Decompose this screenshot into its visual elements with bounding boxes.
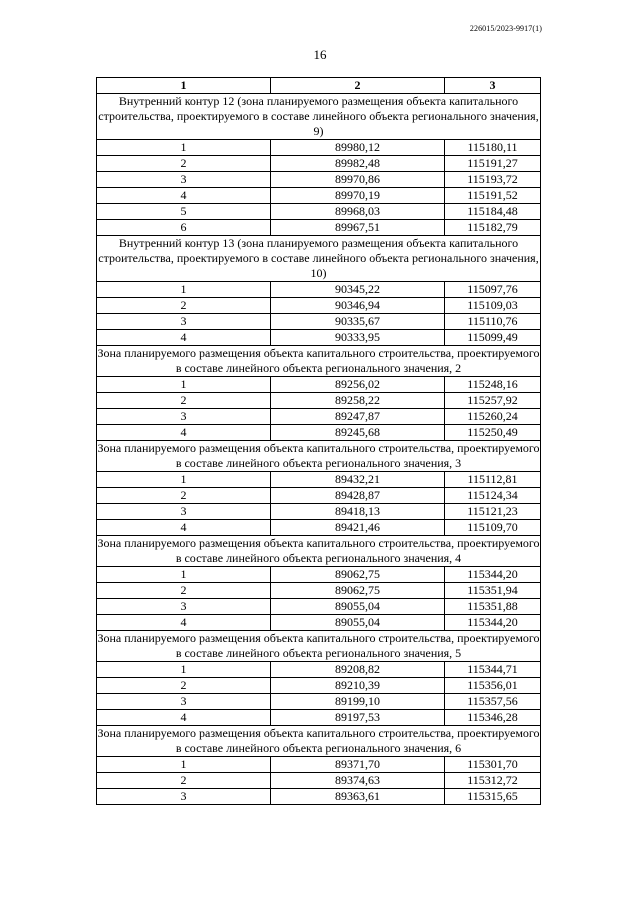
table-row [97, 188, 541, 204]
point-number-cell: 2 [97, 298, 271, 314]
x-coordinate-cell: 89968,03 [271, 204, 445, 220]
y-coordinate-cell: 115357,56 [445, 694, 541, 710]
point-number-cell: 2 [97, 393, 271, 409]
table-row [97, 298, 541, 314]
column-header-3: 3 [445, 78, 541, 94]
section-header-row [97, 441, 541, 472]
x-coordinate-cell: 89371,70 [271, 757, 445, 773]
y-coordinate-cell: 115312,72 [445, 773, 541, 789]
point-number-cell: 3 [97, 314, 271, 330]
x-coordinate-cell: 89210,39 [271, 678, 445, 694]
x-coordinate-cell: 89245,68 [271, 425, 445, 441]
y-coordinate-cell: 115182,79 [445, 220, 541, 236]
x-coordinate-cell: 89374,63 [271, 773, 445, 789]
y-coordinate-cell: 115301,70 [445, 757, 541, 773]
table-row [97, 789, 541, 805]
table-row [97, 204, 541, 220]
section-title: Внутренний контур 13 (зона планируемого размещения объекта капитального строительства, проектируемого в составе линейного объекта регионального значения, 10) [98, 236, 539, 280]
section-header-row [97, 726, 541, 757]
x-coordinate-cell: 90346,94 [271, 298, 445, 314]
table-body [97, 94, 541, 805]
x-coordinate-cell: 89967,51 [271, 220, 445, 236]
y-coordinate-cell: 115121,23 [445, 504, 541, 520]
x-coordinate-cell: 89199,10 [271, 694, 445, 710]
point-number-cell: 1 [97, 140, 271, 156]
y-coordinate-cell: 115191,27 [445, 156, 541, 172]
table-row [97, 773, 541, 789]
point-number-cell: 3 [97, 599, 271, 615]
x-coordinate-cell: 90333,95 [271, 330, 445, 346]
table-row [97, 599, 541, 615]
x-coordinate-cell: 89256,02 [271, 377, 445, 393]
point-number-cell: 1 [97, 662, 271, 678]
point-number-cell: 1 [97, 472, 271, 488]
y-coordinate-cell: 115180,11 [445, 140, 541, 156]
table-row [97, 282, 541, 298]
coordinates-table [96, 77, 541, 805]
section-header-row [97, 536, 541, 567]
x-coordinate-cell: 89247,87 [271, 409, 445, 425]
section-title: Внутренний контур 12 (зона планируемого размещения объекта капитального строительства, проектируемого в составе линейного объекта регионального значения, 9) [98, 94, 539, 138]
section-header-row [97, 346, 541, 377]
y-coordinate-cell: 115346,28 [445, 710, 541, 726]
table-row [97, 156, 541, 172]
y-coordinate-cell: 115193,72 [445, 172, 541, 188]
y-coordinate-cell: 115257,92 [445, 393, 541, 409]
point-number-cell: 4 [97, 330, 271, 346]
x-coordinate-cell: 89208,82 [271, 662, 445, 678]
point-number-cell: 2 [97, 488, 271, 504]
x-coordinate-cell: 89982,48 [271, 156, 445, 172]
table-row [97, 140, 541, 156]
point-number-cell: 3 [97, 789, 271, 805]
table-row [97, 330, 541, 346]
table-row [97, 393, 541, 409]
x-coordinate-cell: 89970,86 [271, 172, 445, 188]
point-number-cell: 4 [97, 520, 271, 536]
y-coordinate-cell: 115250,49 [445, 425, 541, 441]
y-coordinate-cell: 115109,03 [445, 298, 541, 314]
document-id: 226015/2023-9917(1) [469, 24, 542, 33]
y-coordinate-cell: 115110,76 [445, 314, 541, 330]
section-header-row [97, 236, 541, 282]
table-row [97, 472, 541, 488]
table-row [97, 694, 541, 710]
section-title: Зона планируемого размещения объекта капитального строительства, проектируемого в составе линейного объекта регионального значения, 5 [97, 631, 540, 660]
table-row [97, 409, 541, 425]
x-coordinate-cell: 89055,04 [271, 599, 445, 615]
point-number-cell: 4 [97, 710, 271, 726]
point-number-cell: 2 [97, 678, 271, 694]
table-row [97, 488, 541, 504]
table-row [97, 567, 541, 583]
point-number-cell: 2 [97, 583, 271, 599]
column-header-1: 1 [97, 78, 271, 94]
x-coordinate-cell: 89432,21 [271, 472, 445, 488]
table-row [97, 662, 541, 678]
x-coordinate-cell: 90345,22 [271, 282, 445, 298]
table-row [97, 520, 541, 536]
section-header-row [97, 94, 541, 140]
x-coordinate-cell: 89970,19 [271, 188, 445, 204]
y-coordinate-cell: 115112,81 [445, 472, 541, 488]
y-coordinate-cell: 115097,76 [445, 282, 541, 298]
page-number: 16 [313, 47, 327, 62]
table-row [97, 172, 541, 188]
y-coordinate-cell: 115109,70 [445, 520, 541, 536]
table-row [97, 583, 541, 599]
y-coordinate-cell: 115184,48 [445, 204, 541, 220]
table-row [97, 220, 541, 236]
x-coordinate-cell: 89062,75 [271, 583, 445, 599]
table-row [97, 425, 541, 441]
table-row [97, 504, 541, 520]
x-coordinate-cell: 89258,22 [271, 393, 445, 409]
y-coordinate-cell: 115356,01 [445, 678, 541, 694]
table-row [97, 757, 541, 773]
section-header-row [97, 631, 541, 662]
x-coordinate-cell: 89197,53 [271, 710, 445, 726]
y-coordinate-cell: 115315,65 [445, 789, 541, 805]
point-number-cell: 6 [97, 220, 271, 236]
y-coordinate-cell: 115191,52 [445, 188, 541, 204]
x-coordinate-cell: 89421,46 [271, 520, 445, 536]
table-row [97, 615, 541, 631]
column-header-2: 2 [271, 78, 445, 94]
x-coordinate-cell: 89055,04 [271, 615, 445, 631]
point-number-cell: 4 [97, 615, 271, 631]
point-number-cell: 1 [97, 377, 271, 393]
section-title: Зона планируемого размещения объекта капитального строительства, проектируемого в составе линейного объекта регионального значения, 3 [97, 441, 540, 470]
table-row [97, 377, 541, 393]
y-coordinate-cell: 115351,94 [445, 583, 541, 599]
x-coordinate-cell: 89980,12 [271, 140, 445, 156]
y-coordinate-cell: 115248,16 [445, 377, 541, 393]
point-number-cell: 3 [97, 694, 271, 710]
y-coordinate-cell: 115344,20 [445, 567, 541, 583]
point-number-cell: 2 [97, 156, 271, 172]
section-title: Зона планируемого размещения объекта капитального строительства, проектируемого в составе линейного объекта регионального значения, 4 [97, 536, 540, 565]
x-coordinate-cell: 89363,61 [271, 789, 445, 805]
point-number-cell: 5 [97, 204, 271, 220]
x-coordinate-cell: 89418,13 [271, 504, 445, 520]
y-coordinate-cell: 115124,34 [445, 488, 541, 504]
y-coordinate-cell: 115344,20 [445, 615, 541, 631]
y-coordinate-cell: 115344,71 [445, 662, 541, 678]
point-number-cell: 2 [97, 773, 271, 789]
table-row [97, 710, 541, 726]
x-coordinate-cell: 89428,87 [271, 488, 445, 504]
point-number-cell: 3 [97, 409, 271, 425]
section-title: Зона планируемого размещения объекта капитального строительства, проектируемого в составе линейного объекта регионального значения, 2 [97, 346, 540, 375]
table-header-row [97, 78, 541, 94]
point-number-cell: 3 [97, 504, 271, 520]
point-number-cell: 4 [97, 425, 271, 441]
table-row [97, 314, 541, 330]
y-coordinate-cell: 115351,88 [445, 599, 541, 615]
y-coordinate-cell: 115099,49 [445, 330, 541, 346]
x-coordinate-cell: 90335,67 [271, 314, 445, 330]
point-number-cell: 4 [97, 188, 271, 204]
y-coordinate-cell: 115260,24 [445, 409, 541, 425]
point-number-cell: 1 [97, 567, 271, 583]
point-number-cell: 1 [97, 282, 271, 298]
point-number-cell: 3 [97, 172, 271, 188]
point-number-cell: 1 [97, 757, 271, 773]
table-row [97, 678, 541, 694]
x-coordinate-cell: 89062,75 [271, 567, 445, 583]
section-title: Зона планируемого размещения объекта капитального строительства, проектируемого в составе линейного объекта регионального значения, 6 [97, 726, 540, 755]
